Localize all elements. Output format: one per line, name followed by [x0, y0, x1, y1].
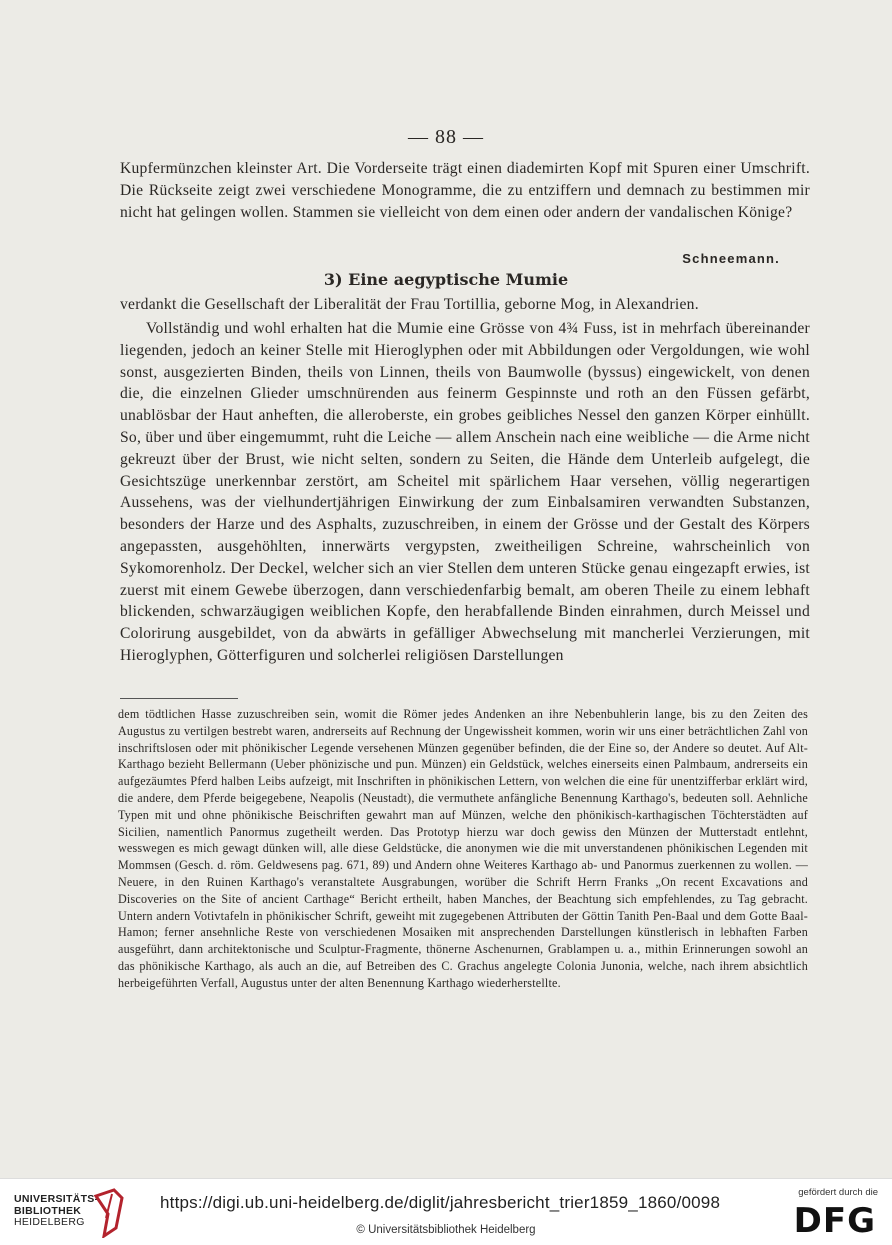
paragraph-mummy: Vollständig und wohl erhalten hat die Mumie eine Grösse von 4¾ Fuss, ist in mehrfach übereinander liegenden, jedoch an keiner Stelle mit Hieroglyphen oder mit Abbildungen oder Vergoldungen, wie wohl sonst, ausgezierten Binden, theils von Linnen, theils von Baumwolle (byssus) eingewickelt, von denen die, die einzelnen Glieder umschnürenden aus feinerm Gespinnste und roth an den Füssen gefärbt, unablösbar der Haut anheften, die alleroberste, ein grobes geibliches Nessel den ganzen Körper einhüllt. So, über und über eingemummt, ruht die Leiche — allem Anschein nach eine weibliche — die Arme nicht gekreuzt über der Brust, wie nicht selten, sondern zu Seiten, die Hände dem Unterleib aufgelegt, die Gesichtszüge unerkennbar zerstört, am Scheitel mit spärlichem Haar versehen, völlig negerartigen Aussehens, was der vielhundertjährigen Einwirkung der zum Einbalsamiren verwandten Substanzen, besonders der Harze und des Asphalts, zuzuschreiben, in einem der Grösse und der Gestalt des Körpers angepassten, ausgehöhlten, innerwärts vergypsten, zweitheiligen Schreine, wahrscheinlich von Sykomorenholz. Der Deckel, welcher sich an vier Stellen dem unteren Stücke genau eingezapft erwies, ist zuerst mit einem Gewebe überzogen, dann verschiedenfarbig bemalt, am oberen Theile zu einem lebhaft blickenden, schwarzäugigen weiblichen Kopfe, den herabfallende Binden einrahmen, durch Meissel und Colorirung ausgebildet, von da abwärts in gefälliger Abwechselung mit mancherlei Verzierungen, mit Hieroglyphen, Götterfiguren und solcherlei religiösen Darstellungen	[120, 320, 810, 664]
dfg-logo[interactable]: DFG	[793, 1201, 876, 1241]
section-heading: 3) Eine aegyptische Mumie	[323, 270, 569, 289]
permalink-url[interactable]: https://digi.ub.uni-heidelberg.de/diglit/jahresbericht_trier1859_1860/0098	[160, 1193, 721, 1212]
author-signature: Schneemann.	[682, 251, 780, 266]
footnote-text: dem tödtlichen Hasse zuzuschreiben sein, womit die Römer jedes Andenken an ihre Nebenbuhlerin lange, bis zu den Zeiten des Augustus zu vertilgen bestrebt waren, andrerseits auf Rechnung der Ungewissheit kommen, worin wir uns einer beträchtlichen Zahl von inschriftslosen oder mit phönikischer Legende versehenen Münzen gegenüber befinden, die der Eine so, der Andere so deutet. Auf Alt-Karthago bezieht Bellermann (Ueber phönizische und pun. Münzen) ein Geldstück, welches einerseits einen Palmbaum, andrerseits ein aufgezäumtes Pferd halben Leibs aufzeigt, mit Inschriften in phönikischen Lettern, von welchen die eine für unentzifferbar erklärt wird, die andere, dem Pferde beigegebene, Neapolis (Neustadt), die vermuthete anfängliche Benennung Karthago's, bedeuten soll. Aehnliche Typen mit und ohne phönikische Beischriften gewahrt man auf Münzen, welche den phönikisch-karthagischen Töchterstädten auf Sicilien, namentlich Panormus zugetheilt werden. Das Prototyp hierzu war doch gewiss den Münzen der Mutterstadt entlehnt, wesswegen es mich gewagt dünken will, alle diese Geldstücke, die anonymen wie die mit unverstandenen phönikischen Legenden mit Mommsen (Gesch. d. röm. Geldwesens pag. 671, 89) und Andern ohne Weiteres Karthago ab- und Panormus zuerkennen zu wollen. — Neuere, in den Ruinen Karthago's veranstaltete Ausgrabungen, worüber die Schrift Herrn Franks „On recent Excavations and Discoveries on the Site of ancient Carthage“ Bericht ertheilt, haben Manches, der Beachtung sich empfehlendes, zu Tag gebracht. Untern andern Votivtafeln in phönikischer Schrift, geweiht mit zugegebenen Attributen der Göttin Tanith Pen-Baal und dem Gotte Baal-Hamon; ferner ansehnliche Reste von verschiedenen Mosaiken mit ansprechenden Darstellungen künstlerisch in lebhaften Farben ausgeführt, dann architektonische und Sculptur-Fragmente, thönerne Aschenurnen, Grablampen u. a., mithin Erinnerungen sowohl an das phönikische Karthago, als auch an die, auf Betreiben des C. Grachus angelegte Colonia Junonia, welche, nach ihrem absichtlich herbeigeführten Verfall, Augustus unter der alten Benennung Karthago wiederherstellte.	[118, 707, 808, 990]
footnote-divider	[120, 698, 238, 699]
library-line-3: HEIDELBERG	[14, 1216, 85, 1228]
paragraph-intro: verdankt die Gesellschaft der Liberalität der Frau Tortillia, geborne Mog, in Alexandrien.	[120, 296, 699, 313]
library-line-2: BIBLIOTHEK	[14, 1204, 82, 1217]
viewer-footer	[0, 1178, 892, 1245]
copyright-notice: © Universitätsbibliothek Heidelberg	[356, 1224, 536, 1236]
paragraph-coins: Kupfermünzchen kleinster Art. Die Vorderseite trägt einen diademirten Kopf mit Spuren einer Umschrift. Die Rückseite zeigt zwei verschiedene Monogramme, die zu entziffern und demnach zu bestimmen mir nicht hat gelingen wollen. Stammen sie vielleicht von dem einen oder andern der vandalischen Könige?	[120, 160, 810, 221]
funding-note: gefördert durch die	[798, 1187, 878, 1198]
library-line-1: UNIVERSITÄTS-	[14, 1193, 99, 1205]
page-number: — 88 —	[408, 126, 484, 148]
